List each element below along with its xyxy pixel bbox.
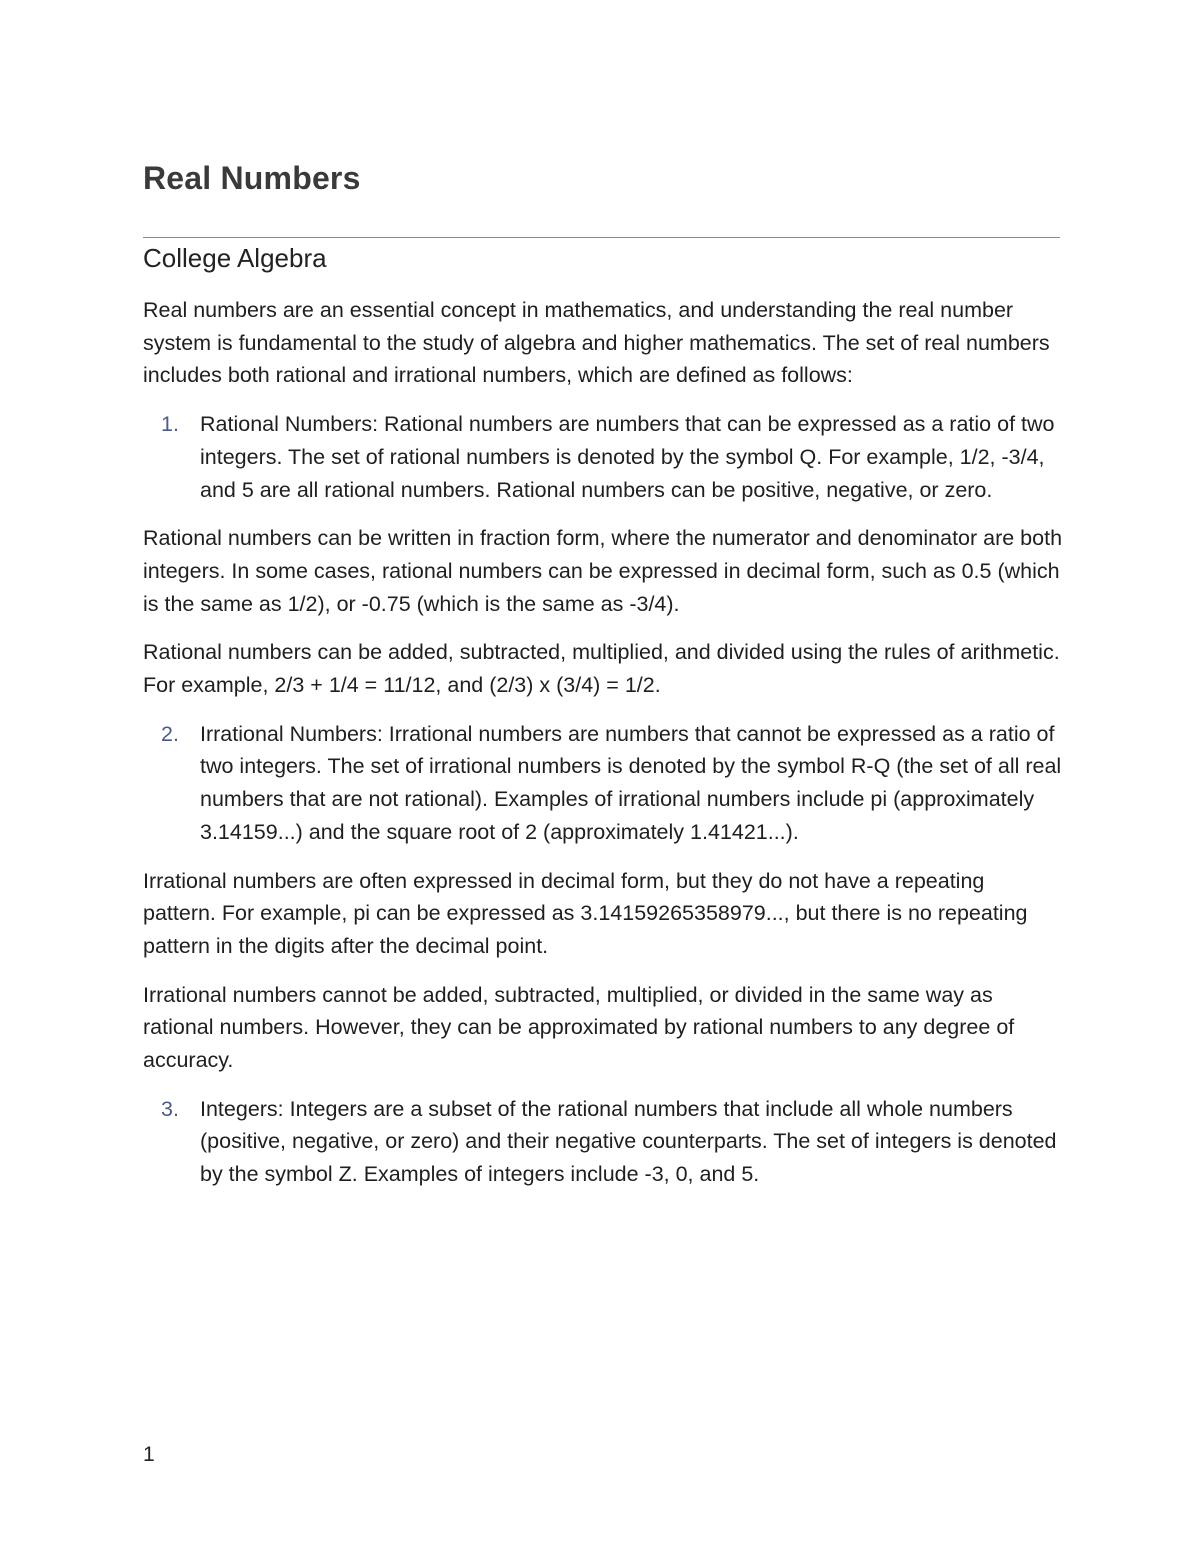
approximation-paragraph: Irrational numbers cannot be added, subtracted, multiplied, or divided in the same way as rational numbers. However, they can be approximated by rational numbers to any degree of accuracy. <box>143 982 1015 1073</box>
list-item-text: Rational Numbers: Rational numbers are numbers that can be expressed as a ratio of two integers. The set of rational numbers is denoted by the symbol Q. For example, 1/2, -3/4, and 5 are all rational numbers. Rational numbers can be positive, negative, or zero. <box>200 412 1055 502</box>
list-item-text: Irrational Numbers: Irrational numbers are numbers that cannot be expressed as a ratio of two integers. The set of irrational numbers is denoted by the symbol R-Q (the set of all real numbers that are not rational). Examples of irrational numbers include pi (approximately 3.14159...) and the square root of 2 (approximately 1.41421...). <box>200 721 1062 844</box>
list-item-number: 2. <box>161 721 179 746</box>
list-item-irrational-numbers <box>143 718 1063 849</box>
fraction-form-paragraph: Rational numbers can be written in fraction form, where the numerator and denominator are both integers. In some cases, rational numbers can be expressed in decimal form, such as 0.5 (which is the same as 1/2), or -0.75 (which is the same as -3/4). <box>143 526 1063 616</box>
decimal-form-paragraph: Irrational numbers are often expressed in decimal form, but they do not have a repeating pattern. For example, pi can be expressed as 3.14159265358979..., but there is no repeating pattern in the digits after the decimal point. <box>143 868 1028 958</box>
document-body <box>143 294 1063 1207</box>
list-item-text: Integers: Integers are a subset of the rational numbers that include all whole numbers (positive, negative, or zero) and their negative counterparts. The set of integers is denoted by the symbol Z. Examples of integers include -3, 0, and 5. <box>200 1096 1057 1187</box>
title-divider <box>143 237 1060 238</box>
page-number: 1 <box>143 1443 155 1466</box>
document-title: Real Numbers <box>143 160 361 196</box>
list-item-integers <box>143 1093 1063 1191</box>
arithmetic-paragraph: Rational numbers can be added, subtracted, multiplied, and divided using the rules of arithmetic. For example, 2/3 + 1/4 = 11/12, and (2/3) x (3/4) = 1/2. <box>143 640 1060 698</box>
document-subtitle: College Algebra <box>143 243 327 273</box>
intro-paragraph: Real numbers are an essential concept in mathematics, and understanding the real number system is fundamental to the study of algebra and higher mathematics. The set of real numbers includes both rational and irrational numbers, which are defined as follows: <box>143 298 1050 388</box>
list-item-rational-numbers <box>143 408 1063 506</box>
list-item-number: 1. <box>161 412 179 437</box>
list-item-number: 3. <box>161 1096 179 1121</box>
